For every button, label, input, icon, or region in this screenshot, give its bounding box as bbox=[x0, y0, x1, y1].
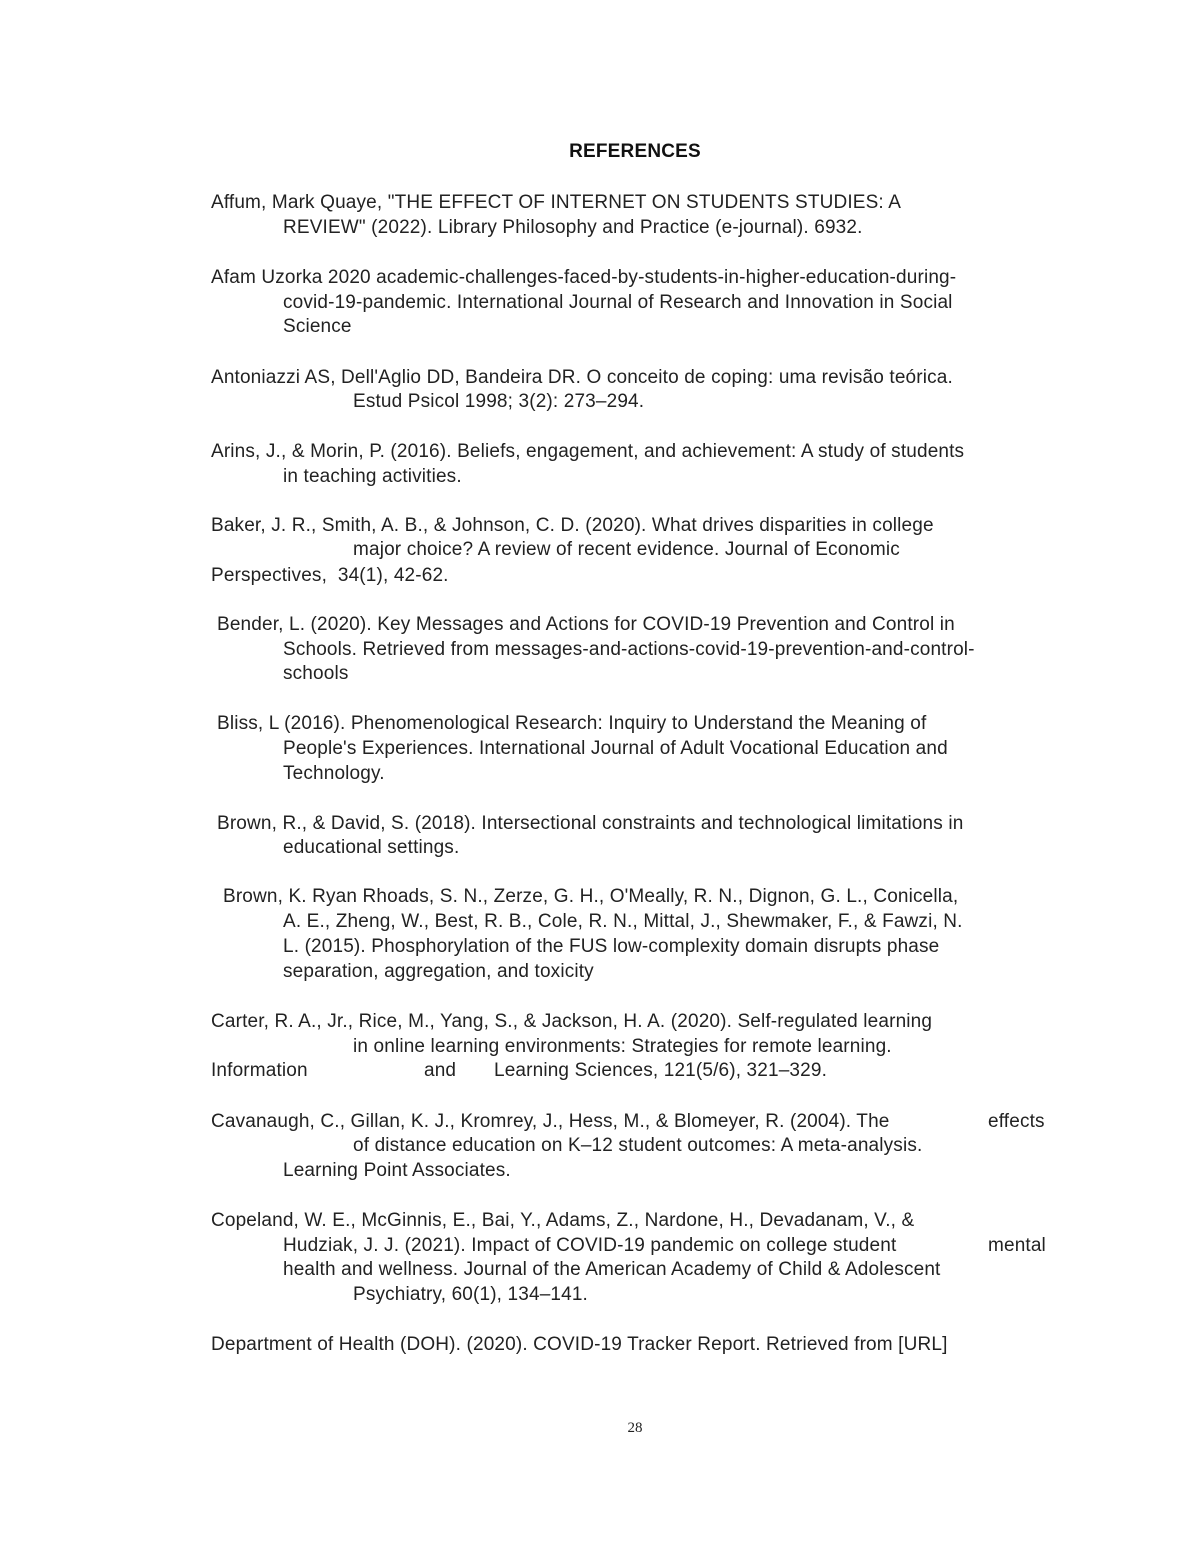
reference-line: Carter, R. A., Jr., Rice, M., Yang, S., & Jackson, H. A. (2020). Self-regulated learning bbox=[211, 1011, 933, 1032]
reference-line: covid-19-pandemic. International Journal of Research and Innovation in Social bbox=[283, 292, 953, 313]
reference-line: Information bbox=[211, 1060, 308, 1081]
reference-line: Brown, K. Ryan Rhoads, S. N., Zerze, G. H., O'Meally, R. N., Dignon, G. L., Conicella, bbox=[223, 886, 959, 907]
reference-line: educational settings. bbox=[283, 837, 460, 858]
reference-line: Cavanaugh, C., Gillan, K. J., Kromrey, J., Hess, M., & Blomeyer, R. (2004). The bbox=[211, 1111, 890, 1132]
reference-line: Antoniazzi AS, Dell'Aglio DD, Bandeira DR. O conceito de coping: uma revisão teórica. bbox=[211, 367, 953, 388]
reference-line: in teaching activities. bbox=[283, 466, 462, 487]
reference-line: effects bbox=[988, 1111, 1045, 1132]
reference-line: A. E., Zheng, W., Best, R. B., Cole, R. N., Mittal, J., Shewmaker, F., & Fawzi, N. bbox=[283, 911, 963, 932]
reference-line: Learning Point Associates. bbox=[283, 1160, 511, 1181]
reference-line: Perspectives, 34(1), 42-62. bbox=[211, 565, 449, 586]
reference-line: of distance education on K–12 student outcomes: A meta-analysis. bbox=[353, 1135, 923, 1156]
reference-line: mental bbox=[988, 1235, 1046, 1256]
reference-line: REVIEW" (2022). Library Philosophy and Practice (e-journal). 6932. bbox=[283, 217, 863, 238]
reference-line: Department of Health (DOH). (2020). COVID-19 Tracker Report. Retrieved from [URL] bbox=[211, 1334, 948, 1355]
reference-line: Affum, Mark Quaye, "THE EFFECT OF INTERNET ON STUDENTS STUDIES: A bbox=[211, 192, 902, 213]
reference-line: health and wellness. Journal of the American Academy of Child & Adolescent bbox=[283, 1259, 941, 1280]
reference-line: Brown, R., & David, S. (2018). Intersectional constraints and technological limitations in bbox=[217, 813, 964, 834]
reference-line: Afam Uzorka 2020 academic-challenges-faced-by-students-in-higher-education-during- bbox=[211, 267, 957, 288]
reference-line: People's Experiences. International Journal of Adult Vocational Education and bbox=[283, 738, 948, 759]
reference-line: Psychiatry, 60(1), 134–141. bbox=[353, 1284, 588, 1305]
reference-line: Learning Sciences, 121(5/6), 321–329. bbox=[494, 1060, 828, 1081]
reference-line: separation, aggregation, and toxicity bbox=[283, 961, 594, 982]
page-number: 28 bbox=[627, 1420, 643, 1436]
reference-line: Technology. bbox=[283, 763, 385, 784]
reference-line: major choice? A review of recent evidence. Journal of Economic bbox=[353, 539, 900, 560]
reference-line: Science bbox=[283, 316, 352, 337]
references-heading: REFERENCES bbox=[569, 141, 701, 162]
reference-line: in online learning environments: Strategies for remote learning. bbox=[353, 1036, 892, 1057]
reference-line: Bender, L. (2020). Key Messages and Actions for COVID-19 Prevention and Control in bbox=[217, 614, 955, 635]
reference-line: L. (2015). Phosphorylation of the FUS low-complexity domain disrupts phase bbox=[283, 936, 940, 957]
reference-line: Baker, J. R., Smith, A. B., & Johnson, C. D. (2020). What drives disparities in college bbox=[211, 515, 934, 536]
reference-line: Estud Psicol 1998; 3(2): 273–294. bbox=[353, 391, 645, 412]
reference-line: schools bbox=[283, 663, 349, 684]
reference-line: Bliss, L (2016). Phenomenological Research: Inquiry to Understand the Meaning of bbox=[217, 713, 927, 734]
reference-line: Schools. Retrieved from messages-and-actions-covid-19-prevention-and-control- bbox=[283, 639, 975, 660]
reference-line: Copeland, W. E., McGinnis, E., Bai, Y., Adams, Z., Nardone, H., Devadanam, V., & bbox=[211, 1210, 915, 1231]
reference-line: Arins, J., & Morin, P. (2016). Beliefs, engagement, and achievement: A study of students bbox=[211, 441, 965, 462]
reference-line: Hudziak, J. J. (2021). Impact of COVID-19 pandemic on college student bbox=[283, 1235, 897, 1256]
reference-line: and bbox=[424, 1060, 457, 1081]
